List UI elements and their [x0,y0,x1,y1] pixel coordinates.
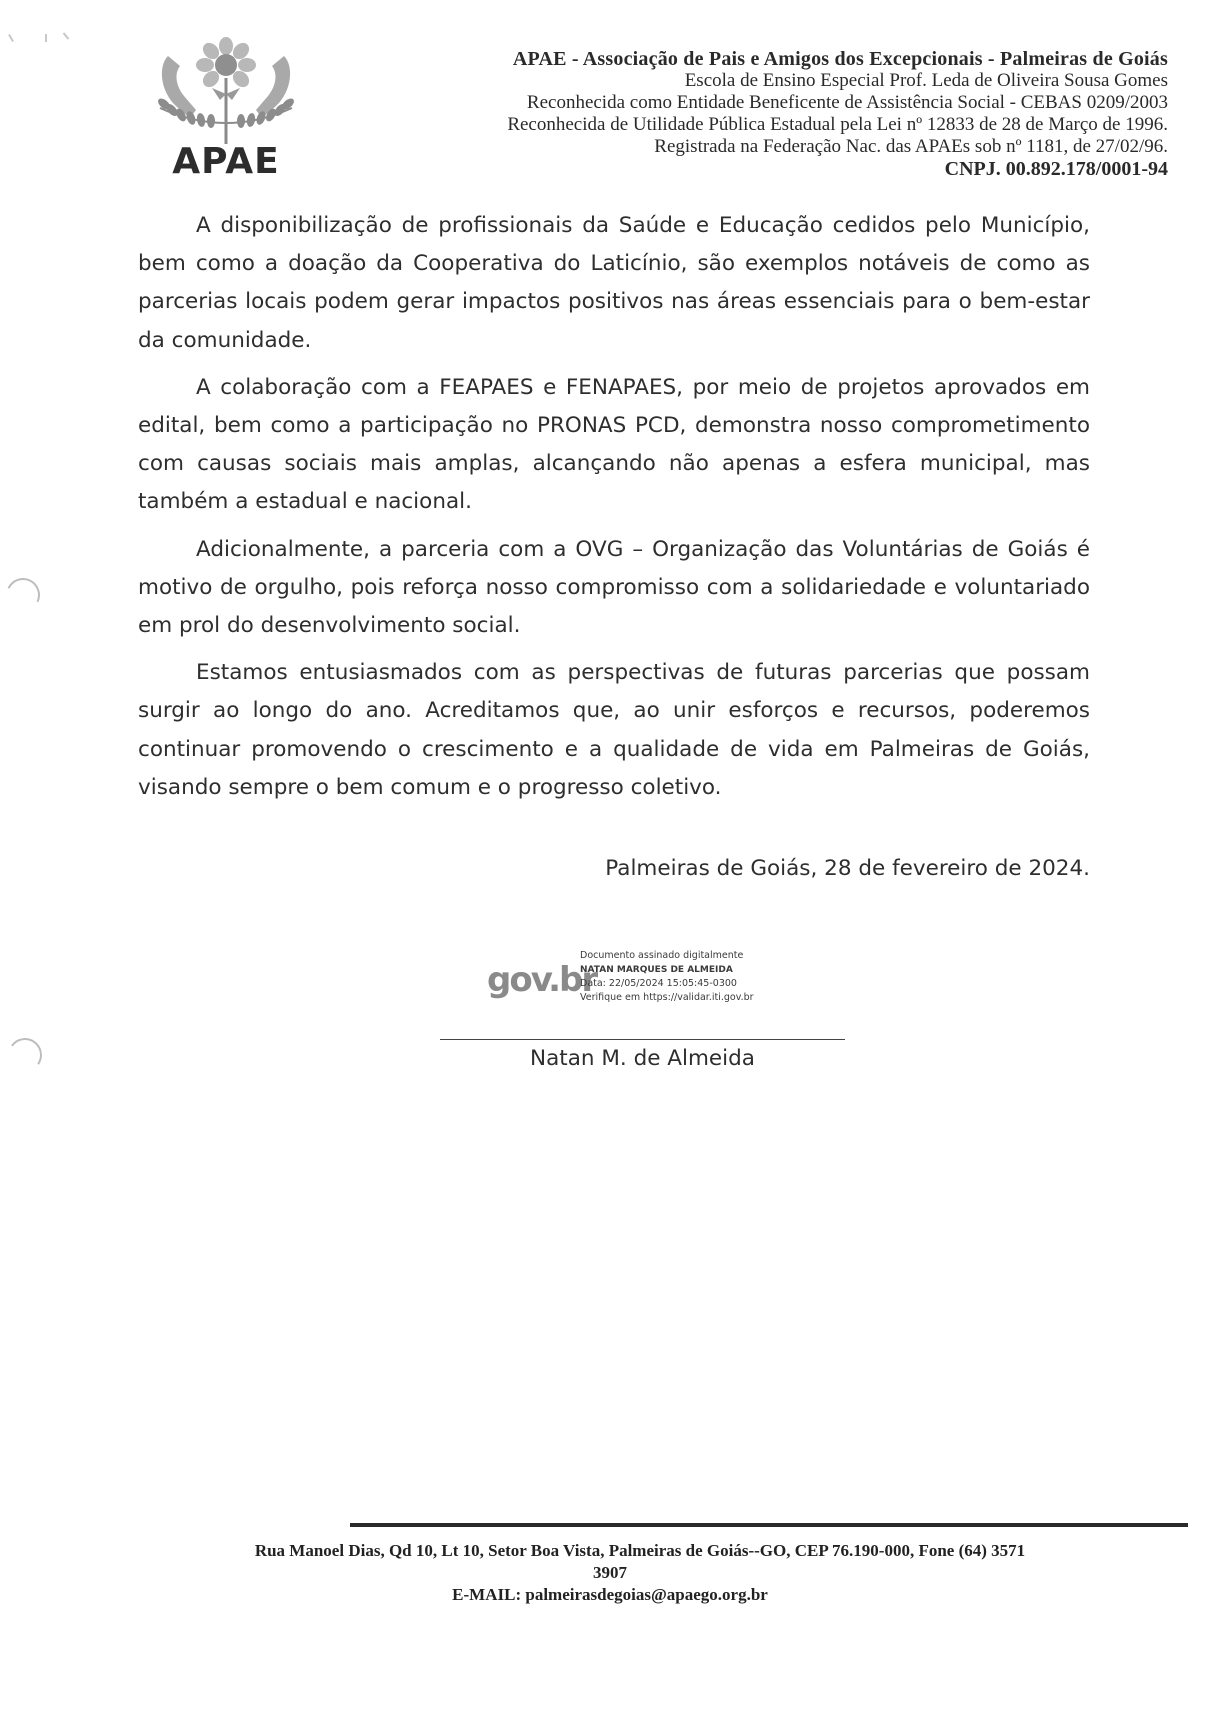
signer-name: Natan M. de Almeida [530,1046,755,1071]
govbr-logo: gov.br [487,960,597,1000]
federation-registration-line: Registrada na Federação Nac. das APAEs sob nº 1181, de 27/02/96. [654,136,1168,157]
stamp-date: Data: 22/05/2024 15:05:45-0300 [580,978,737,989]
footer [140,1540,1080,1606]
organization-name: APAE - Associação de Pais e Amigos dos Excepcionais - Palmeiras de Goiás [512,48,1168,70]
letter-body [138,207,1090,816]
paragraph: A disponibilização de profissionais da Saúde e Educação cedidos pelo Município, bem como a doação da Cooperativa do Laticínio, são exemplos notáveis de como as parcerias locais podem gerar impactos positivos nas áreas essenciais para o bem-estar da comunidade. [138,213,1090,353]
paragraph: A colaboração com a FEAPAES e FENAPAES, por meio de projetos aprovados em edital, bem como a participação no PRONAS PCD, demonstra nosso comprometimento com causas sociais mais amplas, alcançando não apenas a esfera municipal, mas também a estadual e nacional. [138,374,1090,515]
cebas-line: Reconhecida como Entidade Beneficente de Assistência Social - CEBAS 0209/2003 [526,92,1168,113]
stamp-signer: NATAN MARQUES DE ALMEIDA [580,965,733,975]
punch-hole-mark [1,573,45,617]
paragraph: Estamos entusiasmados com as perspectivas de futuras parcerias que possam surgir ao longo do ano. Acreditamos que, ao unir esforços e recursos, poderemos continuar promovendo o crescimento e a qualidade de vida em Palmeiras de Goiás, visando sempre o bem comum e o progresso coletivo. [138,660,1090,800]
stamp-verify-link[interactable]: Verifique em https://validar.iti.gov.br [580,992,754,1003]
footer-address-continued: 3907 [593,1563,627,1582]
date-line: Palmeiras de Goiás, 28 de fevereiro de 2024. [605,856,1090,881]
punch-hole-mark [5,1035,44,1074]
stamp-heading: Documento assinado digitalmente [580,950,744,961]
signature-line [440,1039,845,1040]
school-name: Escola de Ensino Especial Prof. Leda de Oliveira Sousa Gomes [684,70,1168,91]
apae-flower-hands-icon [150,36,302,146]
scan-mark [45,34,47,42]
cnpj-line: CNPJ. 00.892.178/0001-94 [944,158,1168,180]
apae-logo [150,36,302,184]
scan-mark [63,32,70,39]
logo-wordmark: APAE [172,141,280,182]
public-utility-line: Reconhecida de Utilidade Pública Estadual pela Lei nº 12833 de 28 de Março de 1996. [507,114,1168,135]
paragraph: Adicionalmente, a parceria com a OVG – Organização das Voluntárias de Goiás é motivo de orgulho, pois reforça nosso compromisso com a solidariedade e voluntariado em prol do desenvolvimento social. [138,536,1090,639]
scan-mark [8,34,14,42]
footer-email: E-MAIL: palmeirasdegoias@apaego.org.br [452,1585,768,1604]
footer-address: Rua Manoel Dias, Qd 10, Lt 10, Setor Boa Vista, Palmeiras de Goiás--GO, CEP 76.190-000, Fone (64) 3571 [254,1541,1026,1560]
digital-signature-stamp [487,945,787,1011]
letterhead [348,48,1168,180]
footer-divider [350,1523,1188,1527]
stamp-text [580,949,754,1005]
